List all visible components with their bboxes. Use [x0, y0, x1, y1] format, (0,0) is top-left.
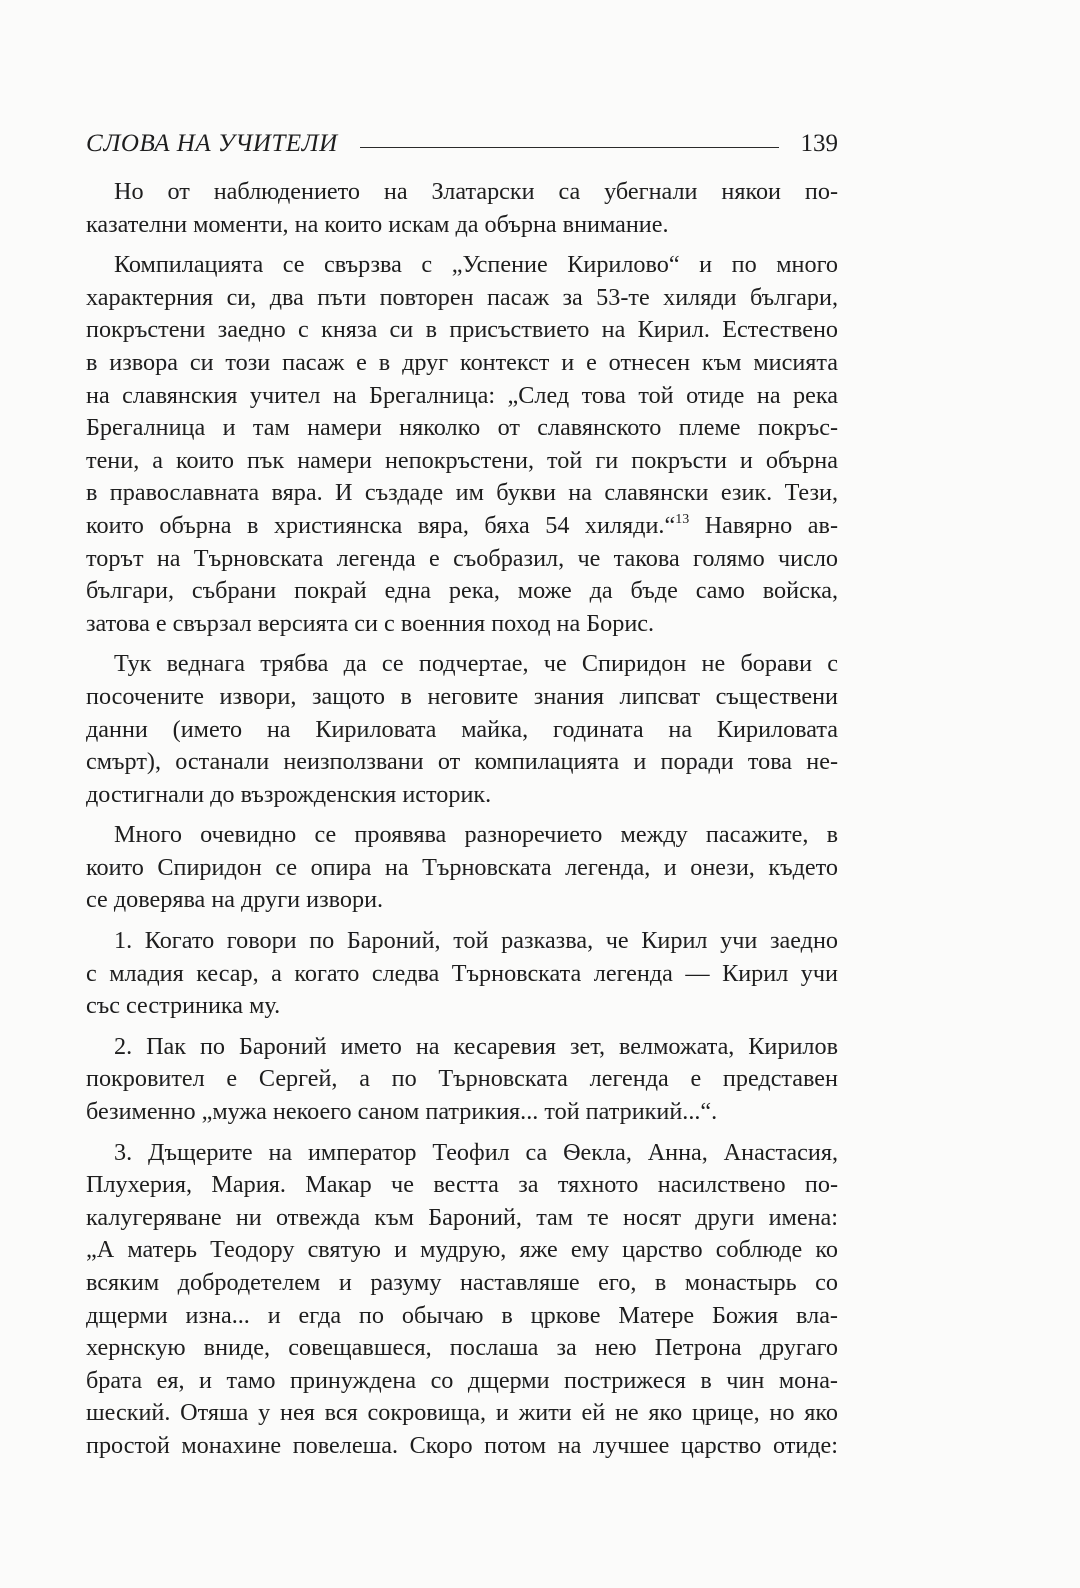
- text-line: всяким добродетелем и разуму наставляше его, в монастырь со: [86, 1269, 838, 1296]
- text-line: Много очевидно се проявява разноречието между пасажите, в: [114, 821, 838, 849]
- text-segment: Навярно ав-: [689, 511, 838, 539]
- text-line: 3. Дъщерите на император Теофил са Ѳекла, Анна, Анастасия,: [114, 1138, 838, 1166]
- paragraph: [86, 819, 838, 917]
- text-line: безименно „мужа некоего саном патрикия... той патрикий...“.: [86, 1098, 718, 1126]
- text-line: на славянския учител на Брегалница: „След това той отиде на река: [86, 381, 838, 409]
- text-line: брата ея, и тамо принуждена со дщерми пострижеся в чин мона-: [86, 1366, 838, 1394]
- page-number: 139: [800, 130, 838, 157]
- paragraph: [86, 249, 838, 640]
- text-line: със сестриника му.: [86, 992, 281, 1020]
- text-line: в извора си този пасаж е в друг контекст и е отнесен към мисията: [86, 348, 838, 376]
- running-title: СЛОВА НА УЧИТЕЛИ: [86, 130, 338, 157]
- text-line: шеский. Отяша у нея вся сокровища, и жити ей не яко црице, но яко: [86, 1399, 838, 1427]
- book-page: [86, 122, 838, 1471]
- text-line: българи, събрани покрай една река, може да бъде само войска,: [86, 577, 838, 605]
- paragraph: [86, 648, 838, 811]
- body-text: [86, 176, 838, 1463]
- text-line: които Спиридон се опира на Търновската легенда, и онези, където: [86, 853, 838, 881]
- text-line: с младия кесар, а когато следва Търновската легенда — Кирил учи: [86, 959, 838, 987]
- text-line: Плухерия, Мария. Макар че вестта за тяхното насилствено по-: [86, 1171, 838, 1199]
- running-header: [86, 122, 838, 166]
- text-line: Компилацията се свързва с „Успение Кирилово“ и по много: [114, 251, 838, 279]
- text-line: покръстени заедно с княза си в присъствието на Кирил. Естествено: [86, 316, 838, 344]
- text-line: простой монахине повелеша. Скоро потом на лучшее царство отиде:: [86, 1431, 838, 1459]
- paragraph: [86, 1031, 838, 1129]
- text-line: казателни моменти, на които искам да обърна внимание.: [86, 210, 669, 238]
- text-line: се доверява на други извори.: [86, 886, 384, 914]
- text-line: смърт), останали неизползвани от компилацията и поради това не-: [86, 748, 838, 776]
- text-line: дщерми изна... и егда по обычаю в црковe Матере Божия вла-: [86, 1301, 838, 1329]
- text-line: посочените извори, защото в неговите знания липсват съществени: [86, 682, 838, 710]
- paragraph: [86, 925, 838, 1023]
- text-line: Но от наблюдението на Златарски са убегнали някои по-: [114, 178, 838, 205]
- text-line: калугеряване ни отвежда към Бароний, там те носят други имена:: [86, 1203, 838, 1231]
- footnote-ref: 13: [675, 511, 690, 527]
- text-line: данни (името на Кириловата майка, годината на Кириловата: [86, 715, 838, 743]
- text-line: 2. Пак по Бароний името на кесаревия зет, велможата, Кирилов: [114, 1032, 838, 1060]
- paragraph: [86, 176, 838, 241]
- header-rule: [360, 147, 779, 148]
- text-line: хернскую вниде, совещавшеся, послаша за нею Петрона другаго: [86, 1334, 838, 1362]
- text-line: затова е свързал версията си с военния поход на Борис.: [86, 609, 655, 637]
- text-line: „А матерь Теодору святую и мудрую, яже ему царство соблюде ко: [86, 1236, 838, 1264]
- text-line: покровител е Сергей, а по Търновската легенда е представен: [86, 1065, 838, 1093]
- paragraph: [86, 1137, 838, 1463]
- text-line: Тук веднага трябва да се подчертае, че Спиридон не борави с: [114, 650, 838, 678]
- text-line-with-footnote: [86, 510, 838, 543]
- text-line: тени, а които пък намери непокръстени, той ги покръсти и обърна: [86, 446, 838, 474]
- text-segment: които обърна в християнска вяра, бяха 54 хиляди.“: [86, 511, 676, 539]
- text-line: в православната вяра. И създаде им букви на славянски език. Тези,: [86, 479, 838, 507]
- text-line: характерния си, два пъти повторен пасаж за 53-те хиляди българи,: [86, 283, 838, 311]
- text-line: 1. Когато говори по Бароний, той разказва, че Кирил учи заедно: [114, 927, 838, 955]
- text-line: торът на Търновската легенда е съобразил, че такова голямо число: [86, 544, 838, 572]
- text-line: Брегалница и там намери няколко от славянското племе покръс-: [86, 414, 838, 442]
- text-line: достигнали до възрожденския историк.: [86, 780, 492, 808]
